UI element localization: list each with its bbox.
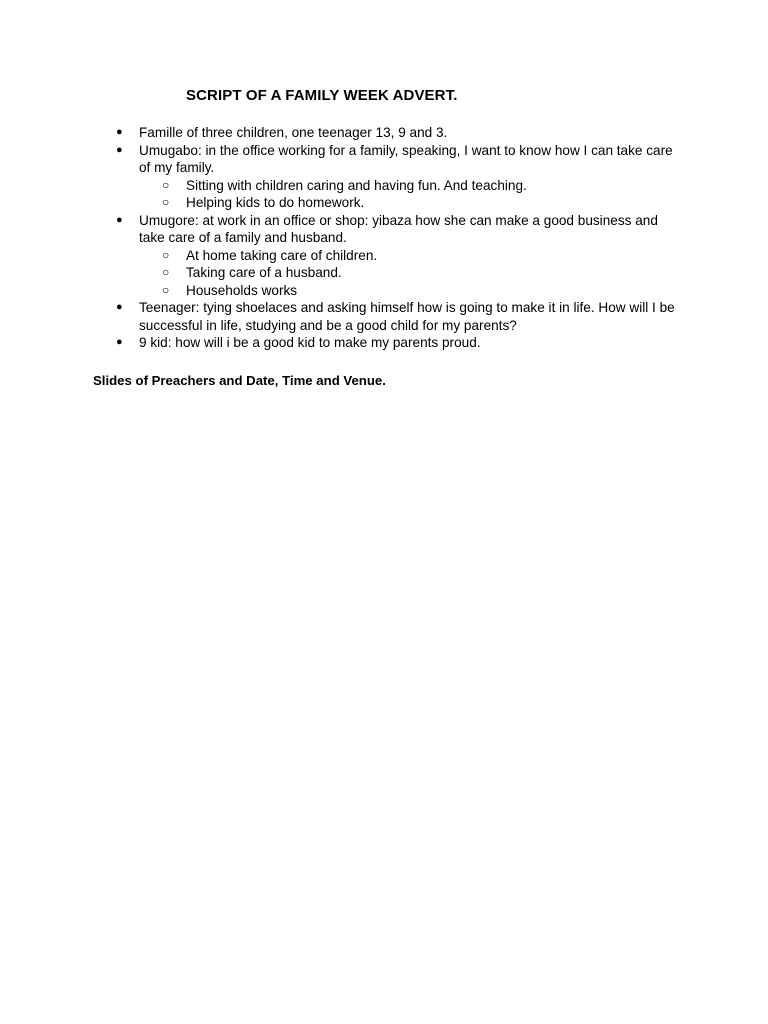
sub-list-item-text: Households works	[186, 282, 298, 298]
list-item	[0, 142, 679, 212]
hollow-bullet-icon: ○	[162, 247, 170, 262]
bullet-icon: ●	[116, 143, 123, 156]
hollow-bullet-icon: ○	[162, 177, 170, 192]
sub-list-item-text: Taking care of a husband.	[186, 265, 342, 280]
script-bullet-list	[0, 124, 768, 352]
list-item	[0, 212, 679, 300]
hollow-bullet-icon: ○	[162, 195, 170, 209]
sub-list-item-text: Helping kids to do homework.	[186, 195, 365, 210]
sub-list-item-text: Sitting with children caring and having fun. And teaching.	[186, 177, 527, 193]
document-title: SCRIPT OF A FAMILY WEEK ADVERT.	[186, 87, 458, 104]
list-item-text: Umugabo: in the office working for a family, speaking, I want to know how I can take care of my family.	[139, 142, 673, 175]
sub-list	[139, 247, 679, 300]
sub-list-item-text: At home taking care of children.	[186, 247, 378, 263]
slides-note: Slides of Preachers and Date, Time and Venue.	[93, 373, 386, 388]
sub-list-item	[0, 194, 686, 212]
sub-list-item	[0, 247, 686, 265]
sub-list-item	[0, 282, 686, 300]
bullet-icon: ●	[116, 336, 123, 348]
list-item	[0, 334, 679, 352]
list-item-text: Teenager: tying shoelaces and asking himself how is going to make it in life. How will I be successful in life, studying and be a good child for my parents?	[139, 300, 675, 333]
bullet-icon: ●	[116, 126, 123, 138]
hollow-bullet-icon: ○	[162, 282, 170, 297]
list-item-text: Umugore: at work in an office or shop: yibaza how she can make a good business and take care of a family and husband.	[139, 212, 658, 245]
bullet-icon: ●	[116, 213, 123, 226]
hollow-bullet-icon: ○	[162, 265, 170, 279]
sub-list-item	[0, 264, 686, 282]
list-item	[0, 299, 679, 334]
sub-list	[139, 177, 679, 212]
list-item-text: 9 kid: how will i be a good kid to make my parents proud.	[139, 335, 481, 350]
sub-list-item	[0, 177, 686, 195]
list-item	[0, 124, 679, 142]
list-item-text: Famille of three children, one teenager 13, 9 and 3.	[139, 125, 448, 140]
bullet-icon: ●	[116, 301, 123, 313]
